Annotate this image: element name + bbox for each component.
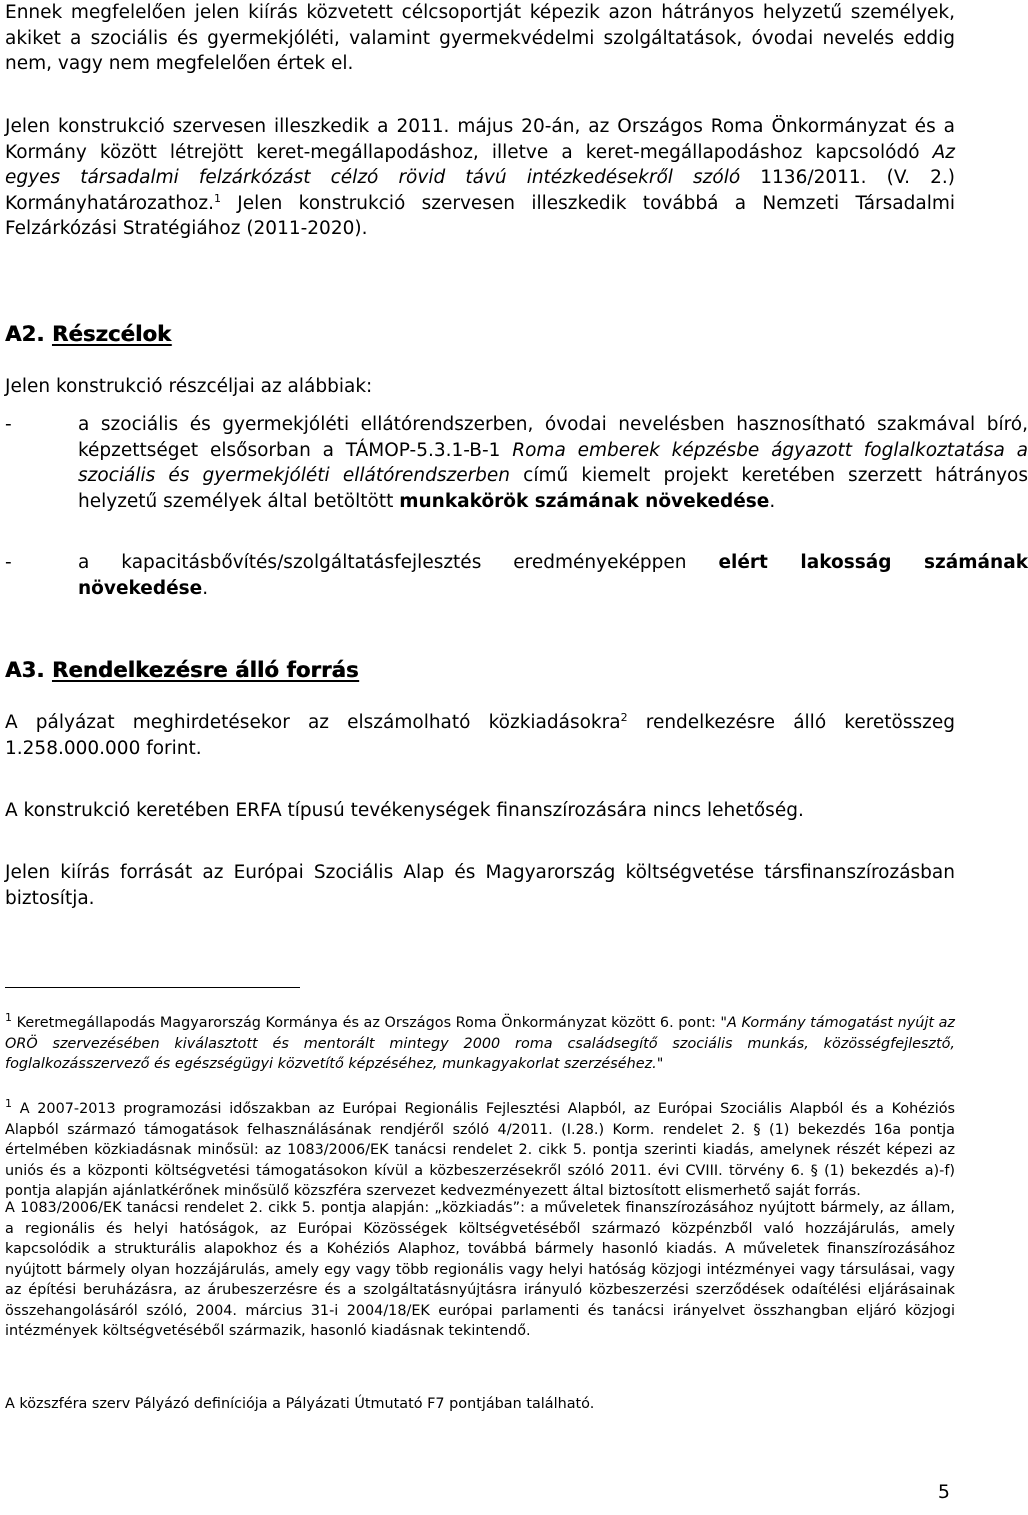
section-number: A3.	[5, 658, 45, 682]
funding-paragraph: Jelen kiírás forrását az Európai Szociális Alap és Magyarország költségvetése társfinanszírozásban biztosítja.	[5, 862, 955, 909]
list-item	[5, 550, 1028, 601]
footnote-1	[5, 1013, 955, 1075]
footnote-2	[5, 1099, 955, 1202]
context-text-3: Jelen konstrukció szervesen illeszkedik továbbá a Nemzeti Társadalmi Felzárkózási Stratégiához (2011-2020).	[5, 192, 955, 239]
erfa-paragraph: A konstrukció keretében ERFA típusú tevékenységek finanszírozására nincs lehetőség.	[5, 800, 804, 821]
objectives-intro: Jelen konstrukció részcéljai az alábbiak:	[5, 376, 373, 397]
list-item-bold: munkakörök számának növekedése	[399, 490, 770, 512]
footnote-ref-2[interactable]: 2	[620, 710, 628, 724]
budget-text: A pályázat meghirdetésekor az elszámolható közkiadásokra	[5, 712, 621, 733]
budget-paragraph	[5, 710, 955, 761]
page-number: 5	[937, 1481, 950, 1503]
footnote-text: Keretmegállapodás Magyarország Kormánya és az Országos Roma Önkormányzat között 6. pont: "	[12, 1015, 728, 1031]
footnote-text: A 2007-2013 programozási időszakban az Európai Regionális Fejlesztési Alapból, az Európai Szociális Alapból és a Kohéziós Alapból származó támogatások felhasználásának rendjéről szóló 4/2011. (I.28.) Korm. rendelet 2. § (1) bekezdés 16a pontja értelmében közkiadásnak minősül: az 1083/2006/EK tanácsi rendelet 2. cikk 5. pontja szerinti kiadás, amelynek részét képezi az uniós és a központi költségvetési támogatásokon kívül a közbeszerzésekről szóló 2011. évi CVIII. törvény 6. § (1) bekezdés a)-f) pontja alapján ajánlatkérőnek minősülő közszféra szervezet kedvezményezett által biztosított elismerhető saját forrás.	[5, 1101, 955, 1199]
section-heading-a3	[5, 658, 955, 682]
footnote-italic: A Kormány támogatást nyújt az ORÖ szervezésében kiválasztott és mentorált mintegy 2000 roma családsegítő szociális munkás, közösségfejlesztő, foglalkozásszervező és egészségügyi közvetítő képzéséhez, munkagyakorlat szerzéséhez.	[5, 1015, 955, 1072]
section-heading-a2	[5, 322, 955, 346]
footnote-separator	[5, 987, 300, 988]
budget-text-2: rendelkezésre álló keretösszeg 1.258.000.000 forint.	[5, 712, 955, 759]
list-item	[5, 412, 1028, 514]
list-item-text-2: című kiemelt projekt keretében szerzett hátrányos helyzetű személyek által betöltött	[78, 465, 1028, 512]
bullet-dash: -	[5, 414, 12, 435]
context-italic-title: Az egyes társadalmi felzárkózást célzó rövid távú intézkedésekről szóló	[5, 141, 955, 188]
list-item-text-3: .	[769, 490, 776, 512]
intro-paragraph: Ennek megfelelően jelen kiírás közvetett célcsoportját képezik azon hátrányos helyzetű személyek, akiket a szociális és gyermekjóléti, valamint gyermekvédelmi szolgáltatások, óvodai nevelés eddig nem, vagy nem megfelelően értek el.	[5, 2, 955, 74]
list-item-text: a kapacitásbővítés/szolgáltatásfejlesztés eredményeképpen	[78, 552, 719, 573]
list-item-bold: elért lakosság számának növekedése	[78, 552, 1028, 599]
footnote-mark: 1	[5, 1011, 12, 1025]
list-item-text: a szociális és gyermekjóléti ellátórendszerben, óvodai nevelésben hasznosítható szakmával bíró, képzettséget elsősorban a TÁMOP-5.3.1-B-1	[78, 414, 1028, 461]
footnote-3: A 1083/2006/EK tanácsi rendelet 2. cikk 5. pontja alapján: „közkiadás”: a műveletek finanszírozásához nyújtott bármely, az állam, a regionális és helyi hatóságok, az Európai Közösségek költségvetéséből származó közpénzből való hozzájárulás, amely kapcsolódik a strukturális alapokhoz és a Kohéziós Alaphoz, továbbá bármely hasonló kiadás. A műveletek finanszírozásához nyújtott bármely olyan hozzájárulás, amely egy vagy több regionális vagy helyi hatóság közjogi intézményei vagy társulásai, vagy az építési beruházásra, az árubeszerzésre és a szolgáltatásnyújtásra irányuló közbeszerzési szerződések odaítélési eljárásainak összehangolásáról szóló, 2004. március 31-i 2004/18/EK európai parlamenti és tanácsi irányelvet összhangban eljáró közjogi intézmények költségvetéséből származik, hasonló kiadásnak tekintendő.	[5, 1200, 955, 1339]
bullet-dash: -	[5, 552, 12, 573]
footnote-text-2: "	[656, 1056, 664, 1072]
context-paragraph	[5, 114, 955, 242]
context-text-2: 1136/2011. (V. 2.) Kormányhatározathoz.	[5, 167, 955, 214]
section-number: A2.	[5, 322, 45, 346]
footnote-mark: 1	[5, 1097, 12, 1111]
footnote-4: A közszféra szerv Pályázó definíciója a Pályázati Útmutató F7 pontjában található.	[5, 1396, 595, 1412]
section-title: Rendelkezésre álló forrás	[51, 658, 359, 682]
list-item-italic: Roma emberek képzésbe ágyazott foglalkoztatása a szociális és gyermekjóléti ellátórendszerben	[78, 439, 1028, 486]
section-title: Részcélok	[51, 322, 172, 346]
footnote-ref-1[interactable]: 1	[213, 191, 221, 205]
context-text: Jelen konstrukció szervesen illeszkedik a 2011. május 20-án, az Országos Roma Önkormányzat és a Kormány között létrejött keret-megállapodáshoz, illetve a keret-megállapodáshoz kapcsolódó	[5, 116, 955, 163]
list-item-text-2: .	[202, 577, 209, 599]
